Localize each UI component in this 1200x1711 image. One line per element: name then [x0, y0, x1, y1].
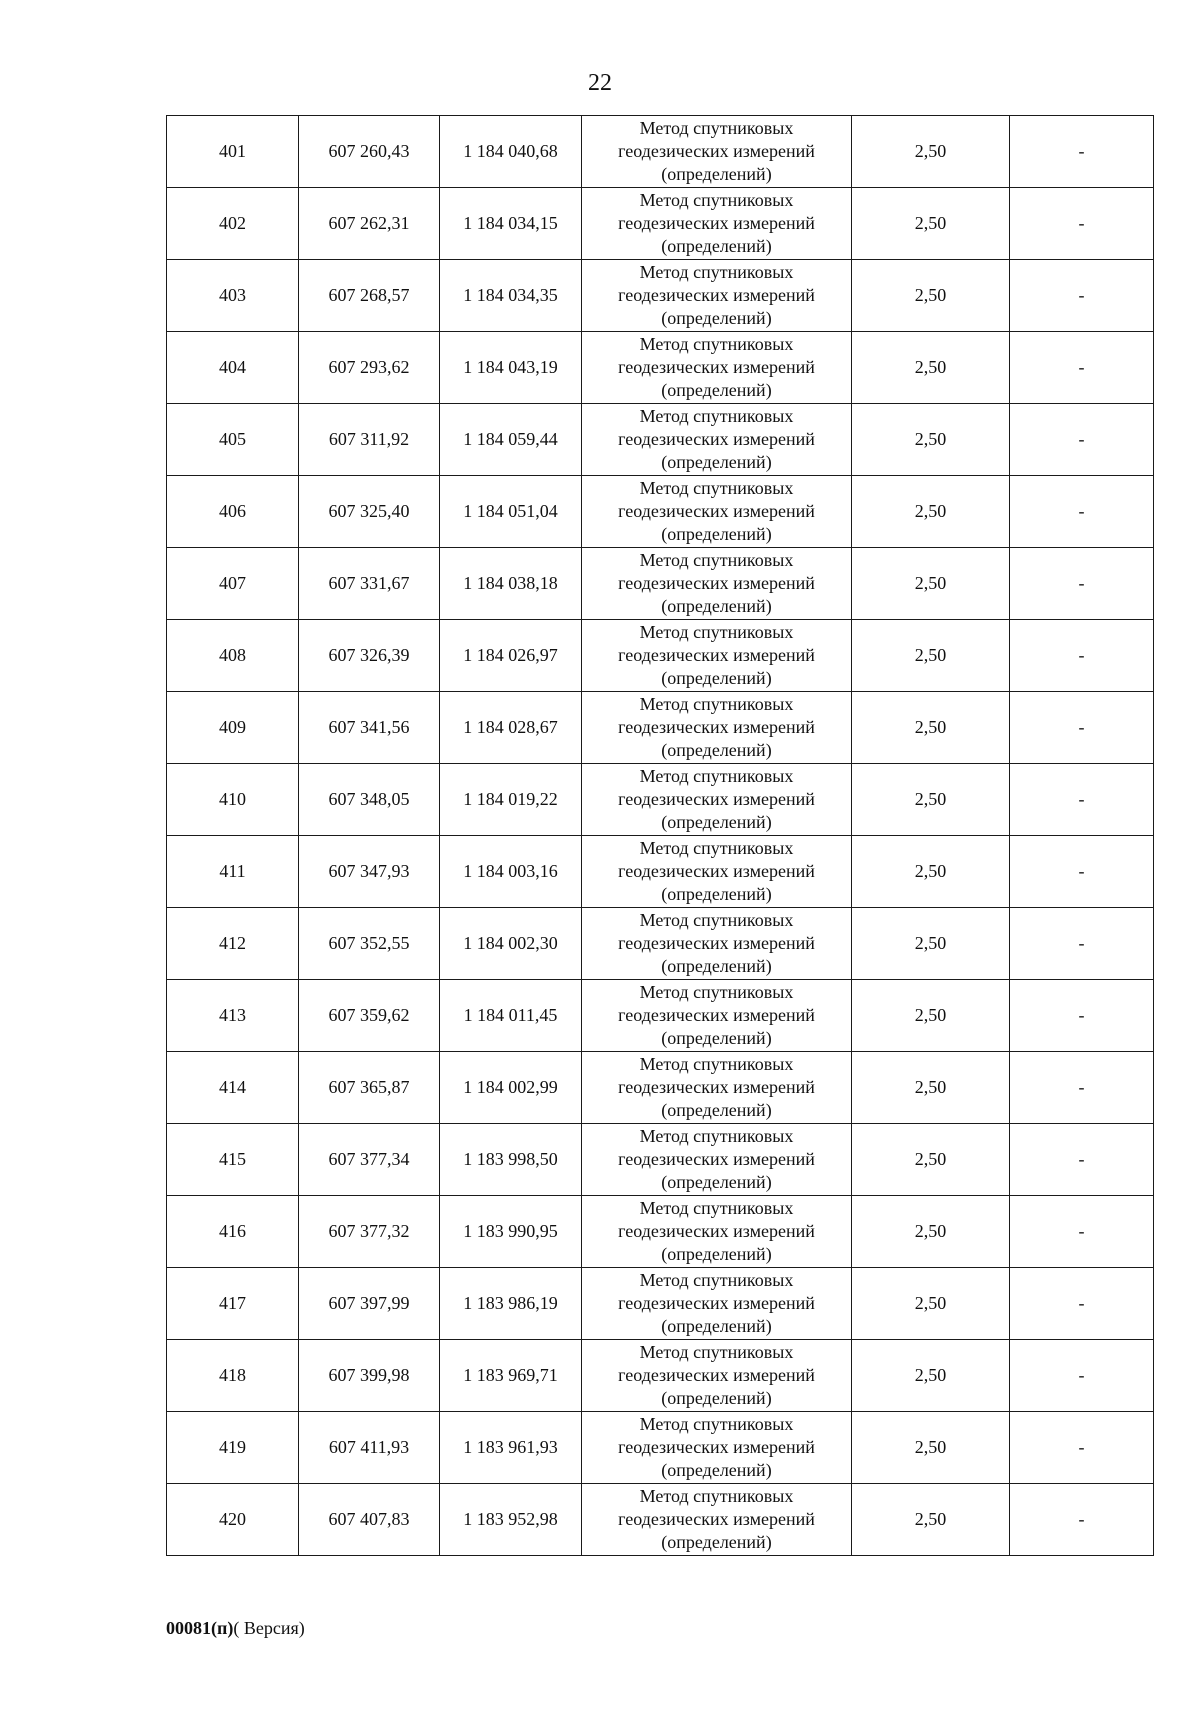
table-row	[167, 1484, 1154, 1556]
y-coordinate-cell: 1 183 952,98	[440, 1484, 582, 1556]
table-row	[167, 116, 1154, 188]
method-line: (определений)	[661, 236, 772, 256]
x-coordinate-cell: 607 352,55	[299, 908, 440, 980]
method-cell	[582, 1484, 852, 1556]
x-coordinate-cell: 607 377,34	[299, 1124, 440, 1196]
method-cell	[582, 1268, 852, 1340]
table-row	[167, 836, 1154, 908]
note-cell: -	[1010, 260, 1154, 332]
y-coordinate-cell: 1 184 019,22	[440, 764, 582, 836]
y-coordinate-cell: 1 183 986,19	[440, 1268, 582, 1340]
point-number-cell: 420	[167, 1484, 299, 1556]
note-cell: -	[1010, 1052, 1154, 1124]
method-cell	[582, 260, 852, 332]
method-line: геодезических измерений	[618, 141, 815, 161]
method-cell	[582, 620, 852, 692]
accuracy-cell: 2,50	[852, 188, 1010, 260]
accuracy-cell: 2,50	[852, 1196, 1010, 1268]
method-line: Метод спутниковых	[639, 1486, 794, 1506]
table-row	[167, 908, 1154, 980]
coordinates-table	[166, 115, 1154, 1556]
note-cell: -	[1010, 116, 1154, 188]
note-cell: -	[1010, 980, 1154, 1052]
note-cell: -	[1010, 1124, 1154, 1196]
method-line: Метод спутниковых	[639, 982, 794, 1002]
table-row	[167, 764, 1154, 836]
method-line: Метод спутниковых	[639, 118, 794, 138]
accuracy-cell: 2,50	[852, 548, 1010, 620]
x-coordinate-cell: 607 348,05	[299, 764, 440, 836]
method-line: геодезических измерений	[618, 213, 815, 233]
method-cell	[582, 692, 852, 764]
accuracy-cell: 2,50	[852, 1124, 1010, 1196]
note-cell: -	[1010, 332, 1154, 404]
method-line: (определений)	[661, 164, 772, 184]
table-row	[167, 188, 1154, 260]
method-line: Метод спутниковых	[639, 694, 794, 714]
method-cell	[582, 1412, 852, 1484]
x-coordinate-cell: 607 341,56	[299, 692, 440, 764]
point-number-cell: 416	[167, 1196, 299, 1268]
x-coordinate-cell: 607 268,57	[299, 260, 440, 332]
method-line: геодезических измерений	[618, 1437, 815, 1457]
version-label: ( Версия)	[233, 1618, 305, 1638]
x-coordinate-cell: 607 326,39	[299, 620, 440, 692]
y-coordinate-cell: 1 184 034,15	[440, 188, 582, 260]
accuracy-cell: 2,50	[852, 260, 1010, 332]
method-line: геодезических измерений	[618, 1005, 815, 1025]
y-coordinate-cell: 1 184 028,67	[440, 692, 582, 764]
y-coordinate-cell: 1 184 059,44	[440, 404, 582, 476]
x-coordinate-cell: 607 331,67	[299, 548, 440, 620]
method-line: Метод спутниковых	[639, 838, 794, 858]
method-line: (определений)	[661, 956, 772, 976]
note-cell: -	[1010, 404, 1154, 476]
point-number-cell: 409	[167, 692, 299, 764]
table-row	[167, 332, 1154, 404]
point-number-cell: 406	[167, 476, 299, 548]
method-line: геодезических измерений	[618, 501, 815, 521]
method-line: Метод спутниковых	[639, 262, 794, 282]
accuracy-cell: 2,50	[852, 1268, 1010, 1340]
method-line: геодезических измерений	[618, 357, 815, 377]
method-line: геодезических измерений	[618, 429, 815, 449]
accuracy-cell: 2,50	[852, 332, 1010, 404]
y-coordinate-cell: 1 183 990,95	[440, 1196, 582, 1268]
y-coordinate-cell: 1 184 026,97	[440, 620, 582, 692]
accuracy-cell: 2,50	[852, 908, 1010, 980]
method-line: геодезических измерений	[618, 1293, 815, 1313]
note-cell: -	[1010, 1340, 1154, 1412]
accuracy-cell: 2,50	[852, 1052, 1010, 1124]
y-coordinate-cell: 1 184 011,45	[440, 980, 582, 1052]
table-row	[167, 476, 1154, 548]
accuracy-cell: 2,50	[852, 1412, 1010, 1484]
accuracy-cell: 2,50	[852, 692, 1010, 764]
method-cell	[582, 332, 852, 404]
note-cell: -	[1010, 620, 1154, 692]
note-cell: -	[1010, 1196, 1154, 1268]
method-cell	[582, 116, 852, 188]
y-coordinate-cell: 1 184 002,99	[440, 1052, 582, 1124]
method-line: (определений)	[661, 1172, 772, 1192]
method-cell	[582, 1052, 852, 1124]
method-line: (определений)	[661, 812, 772, 832]
y-coordinate-cell: 1 184 003,16	[440, 836, 582, 908]
method-line: геодезических измерений	[618, 933, 815, 953]
accuracy-cell: 2,50	[852, 980, 1010, 1052]
method-line: Метод спутниковых	[639, 190, 794, 210]
method-line: (определений)	[661, 740, 772, 760]
method-line: (определений)	[661, 1388, 772, 1408]
y-coordinate-cell: 1 183 969,71	[440, 1340, 582, 1412]
point-number-cell: 408	[167, 620, 299, 692]
method-cell	[582, 404, 852, 476]
method-line: (определений)	[661, 1532, 772, 1552]
method-cell	[582, 764, 852, 836]
accuracy-cell: 2,50	[852, 1340, 1010, 1412]
method-cell	[582, 476, 852, 548]
method-cell	[582, 836, 852, 908]
note-cell: -	[1010, 836, 1154, 908]
x-coordinate-cell: 607 407,83	[299, 1484, 440, 1556]
method-line: Метод спутниковых	[639, 910, 794, 930]
table-row	[167, 1268, 1154, 1340]
method-line: (определений)	[661, 1316, 772, 1336]
method-line: (определений)	[661, 884, 772, 904]
accuracy-cell: 2,50	[852, 116, 1010, 188]
table-row	[167, 1124, 1154, 1196]
point-number-cell: 414	[167, 1052, 299, 1124]
method-line: геодезических измерений	[618, 1221, 815, 1241]
method-cell	[582, 188, 852, 260]
method-line: Метод спутниковых	[639, 1126, 794, 1146]
point-number-cell: 407	[167, 548, 299, 620]
table-row	[167, 1340, 1154, 1412]
method-line: Метод спутниковых	[639, 406, 794, 426]
point-number-cell: 404	[167, 332, 299, 404]
x-coordinate-cell: 607 397,99	[299, 1268, 440, 1340]
point-number-cell: 401	[167, 116, 299, 188]
method-line: Метод спутниковых	[639, 478, 794, 498]
page-number: 22	[588, 70, 612, 96]
method-line: (определений)	[661, 1460, 772, 1480]
y-coordinate-cell: 1 184 051,04	[440, 476, 582, 548]
method-line: геодезических измерений	[618, 1077, 815, 1097]
method-line: геодезических измерений	[618, 1149, 815, 1169]
note-cell: -	[1010, 692, 1154, 764]
note-cell: -	[1010, 1268, 1154, 1340]
x-coordinate-cell: 607 262,31	[299, 188, 440, 260]
method-line: геодезических измерений	[618, 285, 815, 305]
method-line: Метод спутниковых	[639, 766, 794, 786]
note-cell: -	[1010, 908, 1154, 980]
point-number-cell: 403	[167, 260, 299, 332]
method-line: Метод спутниковых	[639, 1270, 794, 1290]
method-line: геодезических измерений	[618, 789, 815, 809]
method-line: (определений)	[661, 524, 772, 544]
method-line: (определений)	[661, 380, 772, 400]
method-line: (определений)	[661, 596, 772, 616]
table-row	[167, 620, 1154, 692]
point-number-cell: 411	[167, 836, 299, 908]
y-coordinate-cell: 1 184 043,19	[440, 332, 582, 404]
accuracy-cell: 2,50	[852, 476, 1010, 548]
y-coordinate-cell: 1 184 040,68	[440, 116, 582, 188]
x-coordinate-cell: 607 377,32	[299, 1196, 440, 1268]
note-cell: -	[1010, 764, 1154, 836]
x-coordinate-cell: 607 293,62	[299, 332, 440, 404]
x-coordinate-cell: 607 411,93	[299, 1412, 440, 1484]
table-row	[167, 548, 1154, 620]
x-coordinate-cell: 607 347,93	[299, 836, 440, 908]
method-line: Метод спутниковых	[639, 1198, 794, 1218]
method-line: Метод спутниковых	[639, 334, 794, 354]
point-number-cell: 412	[167, 908, 299, 980]
method-cell	[582, 980, 852, 1052]
accuracy-cell: 2,50	[852, 764, 1010, 836]
point-number-cell: 413	[167, 980, 299, 1052]
method-line: геодезических измерений	[618, 573, 815, 593]
method-line: (определений)	[661, 668, 772, 688]
accuracy-cell: 2,50	[852, 1484, 1010, 1556]
method-line: геодезических измерений	[618, 1365, 815, 1385]
method-line: геодезических измерений	[618, 1509, 815, 1529]
note-cell: -	[1010, 1484, 1154, 1556]
y-coordinate-cell: 1 183 961,93	[440, 1412, 582, 1484]
point-number-cell: 405	[167, 404, 299, 476]
table-row	[167, 404, 1154, 476]
table-row	[167, 692, 1154, 764]
note-cell: -	[1010, 476, 1154, 548]
method-line: (определений)	[661, 1028, 772, 1048]
table-row	[167, 1412, 1154, 1484]
method-line: (определений)	[661, 308, 772, 328]
method-cell	[582, 1124, 852, 1196]
method-line: Метод спутниковых	[639, 550, 794, 570]
method-line: (определений)	[661, 452, 772, 472]
x-coordinate-cell: 607 260,43	[299, 116, 440, 188]
form-code: 00081(п)	[166, 1618, 234, 1638]
method-cell	[582, 1340, 852, 1412]
method-line: Метод спутниковых	[639, 622, 794, 642]
method-line: геодезических измерений	[618, 861, 815, 881]
method-cell	[582, 1196, 852, 1268]
method-cell	[582, 908, 852, 980]
y-coordinate-cell: 1 184 002,30	[440, 908, 582, 980]
y-coordinate-cell: 1 183 998,50	[440, 1124, 582, 1196]
point-number-cell: 417	[167, 1268, 299, 1340]
method-line: Метод спутниковых	[639, 1342, 794, 1362]
x-coordinate-cell: 607 311,92	[299, 404, 440, 476]
table-row	[167, 980, 1154, 1052]
point-number-cell: 419	[167, 1412, 299, 1484]
x-coordinate-cell: 607 365,87	[299, 1052, 440, 1124]
method-line: (определений)	[661, 1244, 772, 1264]
table-row	[167, 1052, 1154, 1124]
point-number-cell: 410	[167, 764, 299, 836]
accuracy-cell: 2,50	[852, 836, 1010, 908]
method-line: Метод спутниковых	[639, 1054, 794, 1074]
x-coordinate-cell: 607 399,98	[299, 1340, 440, 1412]
table-row	[167, 260, 1154, 332]
method-line: Метод спутниковых	[639, 1414, 794, 1434]
point-number-cell: 415	[167, 1124, 299, 1196]
y-coordinate-cell: 1 184 034,35	[440, 260, 582, 332]
note-cell: -	[1010, 548, 1154, 620]
point-number-cell: 418	[167, 1340, 299, 1412]
accuracy-cell: 2,50	[852, 404, 1010, 476]
accuracy-cell: 2,50	[852, 620, 1010, 692]
point-number-cell: 402	[167, 188, 299, 260]
note-cell: -	[1010, 1412, 1154, 1484]
method-cell	[582, 548, 852, 620]
x-coordinate-cell: 607 359,62	[299, 980, 440, 1052]
note-cell: -	[1010, 188, 1154, 260]
table-body	[167, 116, 1154, 1556]
x-coordinate-cell: 607 325,40	[299, 476, 440, 548]
method-line: (определений)	[661, 1100, 772, 1120]
table-row	[167, 1196, 1154, 1268]
method-line: геодезических измерений	[618, 717, 815, 737]
document-footer	[166, 1618, 305, 1639]
method-line: геодезических измерений	[618, 645, 815, 665]
y-coordinate-cell: 1 184 038,18	[440, 548, 582, 620]
